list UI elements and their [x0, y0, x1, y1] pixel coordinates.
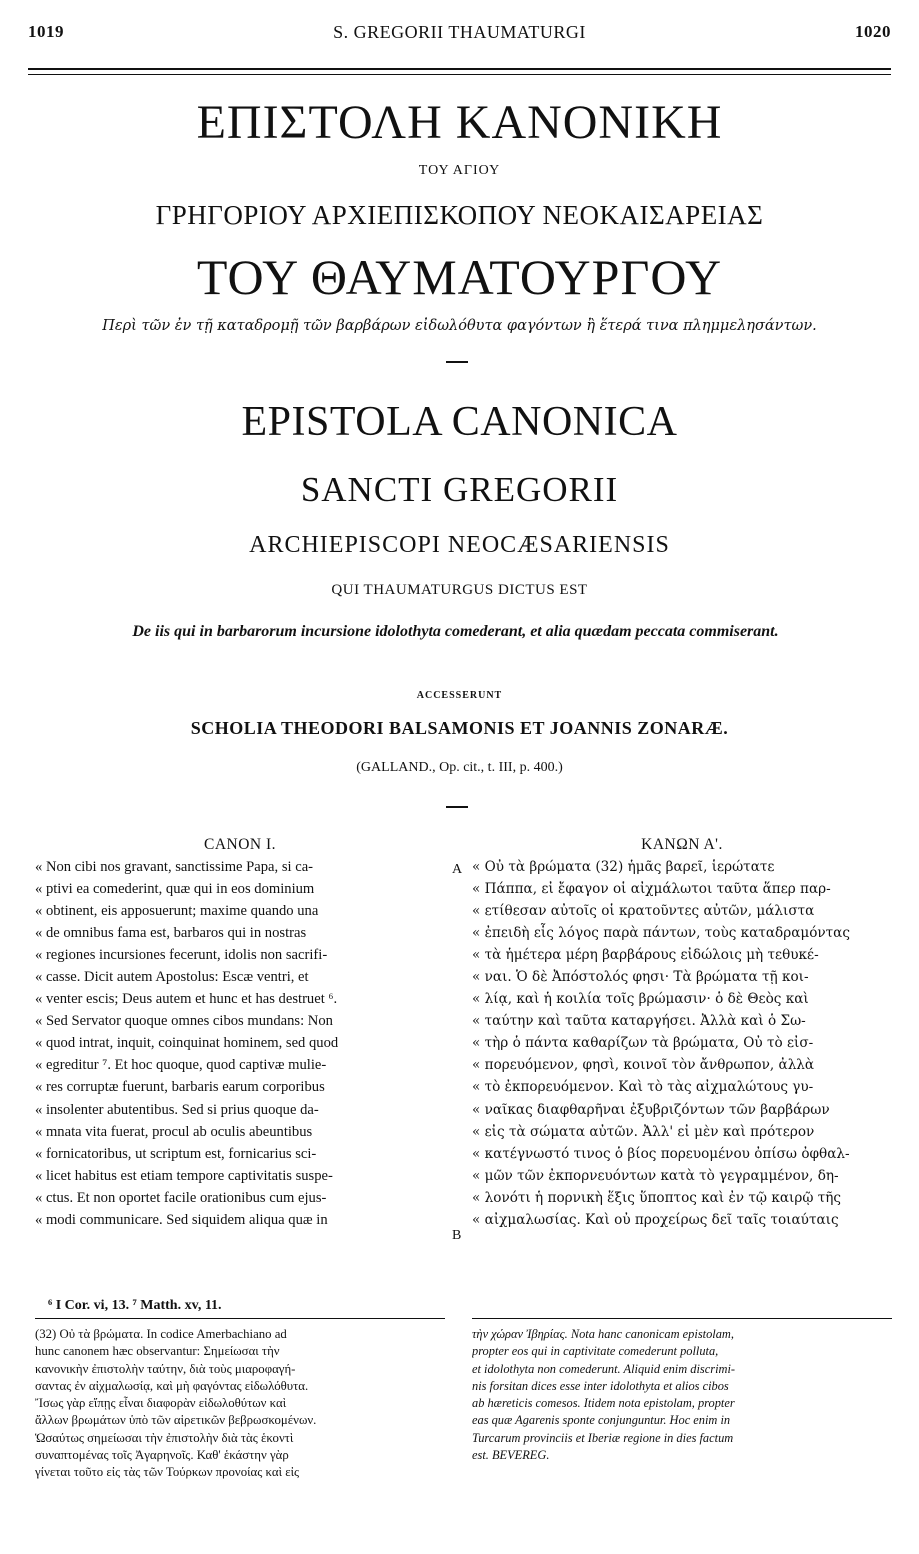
- latin-title-main: EPISTOLA CANONICA: [241, 399, 678, 445]
- text-line: « λίᾳ, καὶ ἡ κοιλία τοῖς βρώμασιν· ὁ δὲ Θεὸς καὶ: [472, 991, 809, 1008]
- column-number-right: 1020: [855, 22, 891, 41]
- text-line: « ναι. Ὁ δὲ Ἀπόστολός φησι· Τὰ βρώματα τῇ κοι-: [472, 969, 809, 986]
- accesserunt-label: ACCESSERUNT: [416, 690, 503, 701]
- greek-title-line3: ΓΡΗΓΟΡΙΟΥ ΑΡΧΙΕΠΙΣΚΟΠΟΥ ΝΕΟΚΑΙΣΑΡΕΙΑΣ: [155, 200, 764, 230]
- text-line: « insolenter abutentibus. Sed si prius quoque da-: [35, 1101, 319, 1118]
- text-line: « κατέγνωστό τινος ὁ βίος πορευομένου ὀπίσω ὀφθαλ-: [472, 1145, 850, 1162]
- text-line: « modi communicare. Sed siquidem aliqua quæ in: [35, 1211, 328, 1228]
- notes-rule-right: [472, 1318, 892, 1319]
- text-line: « mnata vita fuerat, procul ab oculis abeuntibus: [35, 1123, 313, 1140]
- text-line: « τὰ ἡμέτερα μέρη βαρβάρους εἰδώλοις μὴ τεθυκέ-: [472, 947, 819, 964]
- text-line: « Οὐ τὰ βρώματα (32) ἡμᾶς βαρεῖ, ἱερώτατε: [472, 859, 775, 875]
- latin-canon-text: [35, 856, 445, 1231]
- text-line: « res corruptæ fuerunt, barbaris earum corporibus: [35, 1079, 325, 1096]
- margin-letter-a: A: [452, 862, 463, 877]
- note-line: et idolothyta non comederunt. Aliquid enim discrimi-: [472, 1361, 736, 1376]
- canon-heading-greek: ΚΑΝΩΝ Α'.: [641, 836, 723, 853]
- greek-subtitle: Περὶ τῶν ἐν τῇ καταδρομῇ τῶν βαρβάρων εἰδωλόθυτα φαγόντων ἢ ἕτερά τινα πλημμελησάντων.: [102, 318, 817, 334]
- latin-title-line2: SANCTI GREGORII: [300, 470, 619, 509]
- note-line: eas quæ Agarenis sponte conjunguntur. Hoc enim in: [472, 1413, 731, 1428]
- scholia-line: SCHOLIA THEODORI BALSAMONIS ET JOANNIS ZONARÆ.: [190, 718, 729, 738]
- title-separator: [446, 361, 468, 363]
- header-rule: [28, 68, 891, 75]
- note-line: Ὡσαύτως σημείωσαι τὴν ἐπιστολὴν διὰ τὰς ἑκοντὶ: [35, 1430, 294, 1445]
- text-line: « μῶν τῶν ἐκπορνευόντων κατὰ τὸ γεγραμμένον, δη-: [472, 1167, 839, 1184]
- note-line: nis forsitan dices esse inter idolothyta et alios cibos: [472, 1378, 729, 1393]
- note-line: (32) Οὐ τὰ βρώματα. In codice Amerbachiano ad: [35, 1327, 287, 1341]
- text-line: « egreditur ⁷. Et hoc quoque, quod captivæ mulie-: [35, 1057, 327, 1074]
- note-line: κανονικὴν ἐπιστολὴν ταύτην, διὰ τοὺς μιαροφαγή-: [35, 1361, 296, 1376]
- note-line: γίνεται τοῦτο εἰς τὰς τῶν Τούρκων προνοίας καὶ εἰς: [35, 1465, 300, 1480]
- text-line: « obtinent, eis apposuerunt; maxime quando una: [35, 903, 319, 920]
- text-line: « Non cibi nos gravant, sanctissime Papa, si ca-: [35, 859, 314, 875]
- text-line: « ptivi ea comederint, quæ qui in eos dominium: [35, 881, 315, 898]
- text-line: « Sed Servator quoque omnes cibos mundans: Non: [35, 1013, 333, 1030]
- text-line: « licet habitus est etiam tempore captivitatis suspe-: [35, 1167, 333, 1184]
- text-line: « λονότι ἡ πορνικὴ ἕξις ὕποπτος καὶ ἐν τῷ καιρῷ τῆς: [472, 1189, 842, 1206]
- scholia-notes-right: [472, 1326, 892, 1464]
- notes-rule-left: [35, 1318, 445, 1319]
- margin-letter-b: B: [452, 1228, 462, 1243]
- scholia-notes-left: [35, 1326, 445, 1482]
- text-line: « εἰς τὰ σώματα αὐτῶν. Ἀλλ' εἰ μὲν καὶ πρότερον: [472, 1123, 815, 1140]
- text-line: « πορευόμενον, φησὶ, κοινοῖ τὸν ἄνθρωπον, ἀλλὰ: [472, 1057, 815, 1074]
- greek-canon-text: [472, 856, 892, 1231]
- text-line: « τὴρ ὁ πάντα καθαρίζων τὰ βρώματα, Οὐ τὸ εἰσ-: [472, 1035, 814, 1052]
- text-line: « αἰχμαλωσίας. Καὶ οὐ προχείρως δεῖ ταῖς τοιαύταις: [472, 1211, 839, 1228]
- greek-title-main: ΕΠΙΣΤΟΛΗ ΚΑΝΟΝΙΚΗ: [196, 96, 723, 149]
- text-line: « ναῖκας διαφθαρῆναι ἐξυβριζόντων τῶν βαρβάρων: [472, 1101, 830, 1118]
- text-line: « ετίθεσαν αὐτοῖς οἱ κρατοῦντες αὐτῶν, μάλιστα: [472, 903, 815, 920]
- section-separator: [446, 806, 468, 808]
- footnote-references: ⁶ I Cor. vi, 13. ⁷ Matth. xv, 11.: [48, 1298, 222, 1313]
- text-line: « ἐπειδὴ εἷς λόγος παρὰ πάντων, τοὺς καταδραμόντας: [472, 925, 850, 942]
- note-line: propter eos qui in captivitate comederunt polluta,: [472, 1344, 719, 1359]
- text-line: « venter escis; Deus autem et hunc et has destruet ⁶.: [35, 991, 338, 1008]
- note-line: τὴν χώραν Ἰβηρίας. Nota hanc canonicam epistolam,: [472, 1327, 734, 1341]
- latin-title-line4: QUI THAUMATURGUS DICTUS EST: [331, 582, 588, 598]
- note-line: Turcarum provinciis et Iberiæ regione in dies factum: [472, 1430, 734, 1445]
- text-line: « Πάππα, εἰ ἔφαγον οἱ αἰχμάλωτοι ταῦτα ἅπερ παρ-: [472, 881, 831, 898]
- column-number-left: 1019: [28, 22, 64, 41]
- text-line: « τὸ ἐκπορευόμενον. Καὶ τὸ τὰς αἰχμαλώτους γυ-: [472, 1079, 814, 1096]
- running-head: [28, 22, 891, 46]
- text-line: « fornicatoribus, ut scriptum est, fornicarius sci-: [35, 1145, 317, 1162]
- text-line: « ταύτην καὶ ταῦτα καταργήσει. Ἀλλὰ καὶ ὁ Σω-: [472, 1013, 806, 1030]
- text-line: « de omnibus fama est, barbaros qui in nostras: [35, 925, 307, 942]
- running-title: S. GREGORII THAUMATURGI: [333, 22, 586, 42]
- greek-title-line4: ΤΟΥ ΘΑΥΜΑΤΟΥΡΓΟΥ: [196, 249, 723, 305]
- text-line: « ctus. Et non oportet facile orationibus cum ejus-: [35, 1189, 327, 1206]
- note-line: Ἴσως γὰρ εἴπῃς εἶναι διαφορὰν εἰδωλοθύτων καὶ: [35, 1396, 287, 1411]
- greek-title-line2: ΤΟΥ ΑΓΙΟΥ: [418, 163, 501, 178]
- canon-heading-latin: CANON I.: [203, 836, 277, 853]
- note-line: συναπτομένας τοῖς Ἀγαρηνοῖς. Καθ' ἑκάστην γὰρ: [35, 1448, 289, 1463]
- note-line: σαντας ἐν αἰχμαλωσίᾳ, καὶ μὴ φαγόντας εἰδωλόθυτα.: [35, 1378, 309, 1393]
- note-line: ab hæreticis comesos. Itidem nota epistolam, propter: [472, 1396, 735, 1411]
- note-line: hunc canonem hæc observantur: Σημείωσαι τὴν: [35, 1344, 280, 1359]
- text-line: « casse. Dicit autem Apostolus: Escæ ventri, et: [35, 969, 309, 986]
- text-line: « regiones incursiones fecerunt, idolis non sacrifi-: [35, 947, 328, 964]
- note-line: est. BEVEREG.: [472, 1448, 550, 1463]
- latin-title-line3: ARCHIEPISCOPI NEOCÆSARIENSIS: [249, 532, 670, 558]
- text-line: « quod intrat, inquit, coinquinat hominem, sed quod: [35, 1035, 339, 1052]
- note-line: ἄλλων βρωμάτων ὑπὸ τῶν αἱρετικῶν βεβρωσκομένων.: [35, 1413, 317, 1428]
- source-citation: (GALLAND., Op. cit., t. III, p. 400.): [356, 760, 563, 775]
- latin-subtitle: De iis qui in barbarorum incursione idolothyta comederant, et alia quædam peccata commiserant.: [132, 623, 779, 640]
